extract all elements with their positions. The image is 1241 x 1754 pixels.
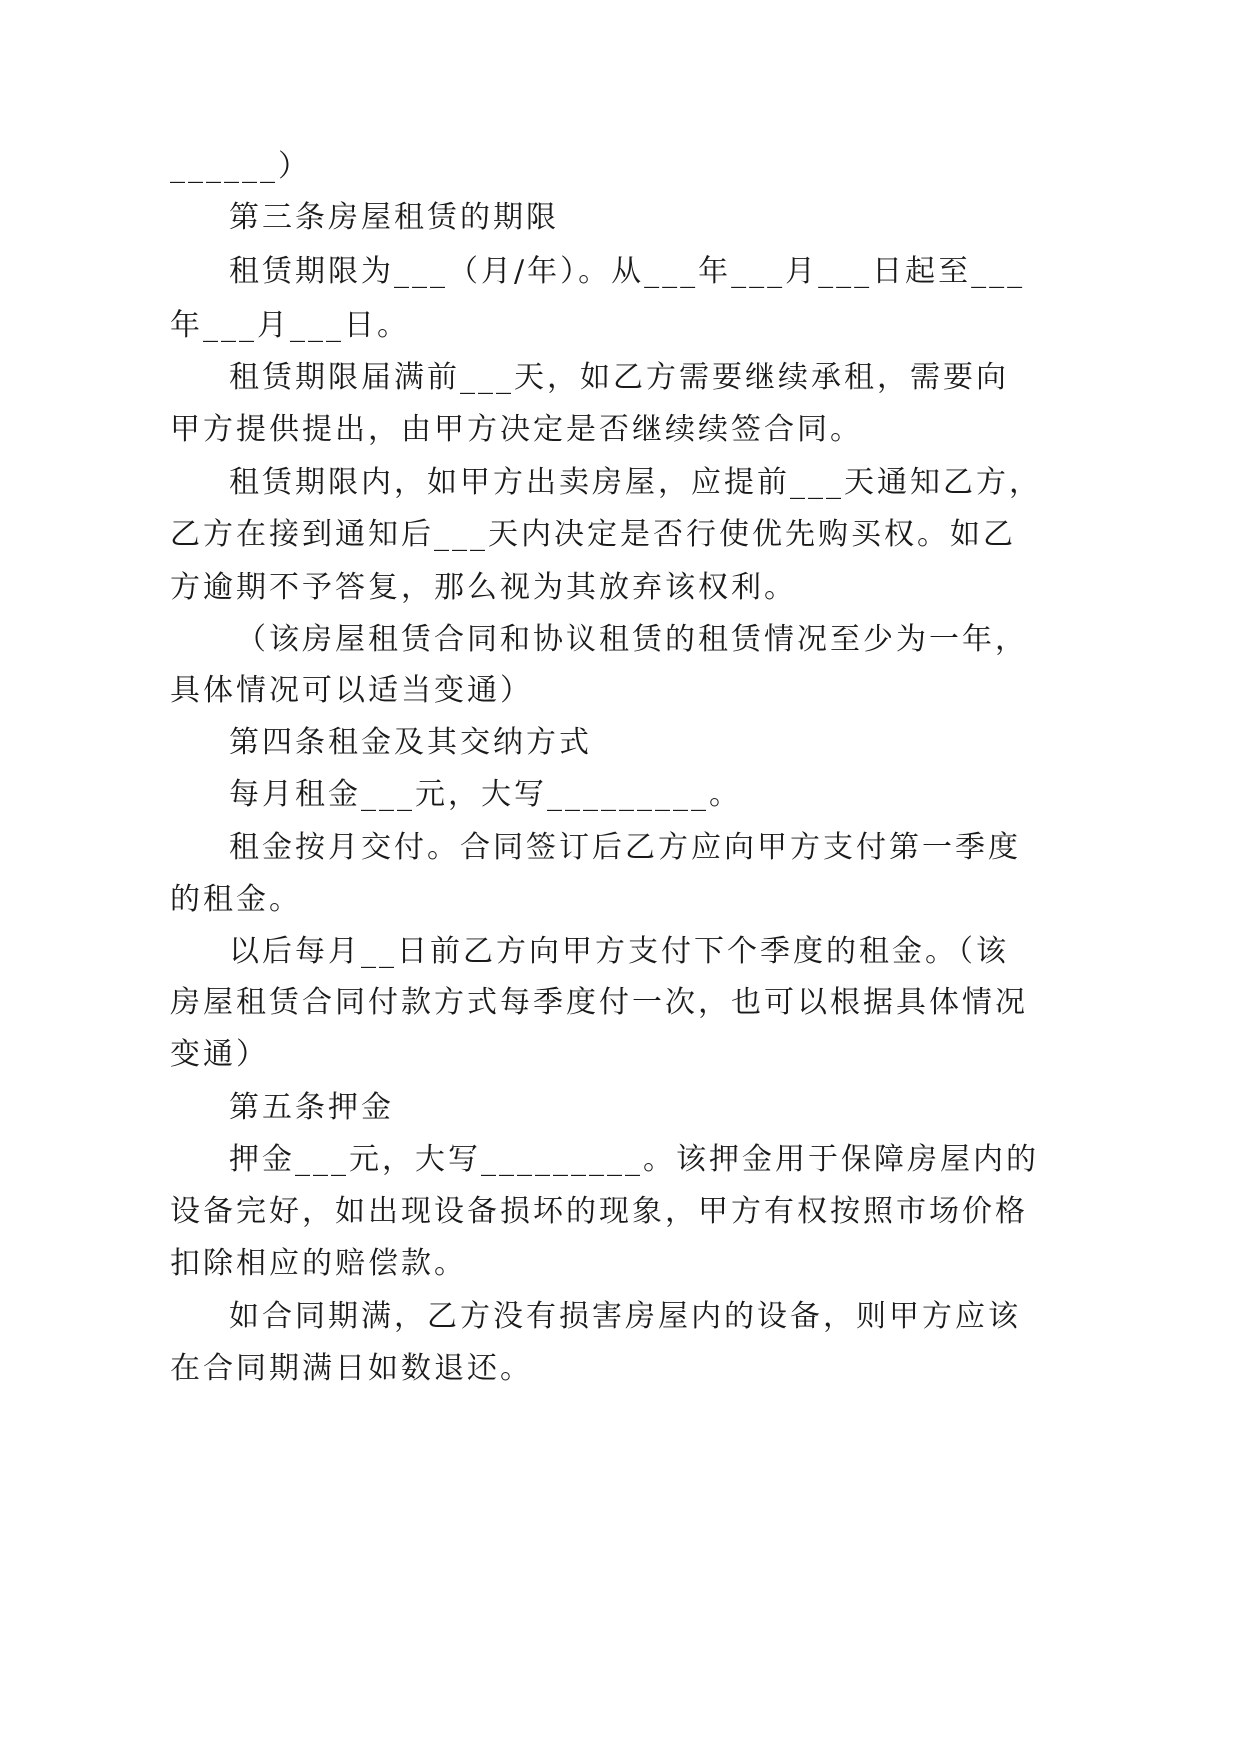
text-line: 租金按月交付。合同签订后乙方应向甲方支付第一季度: [229, 830, 1021, 865]
text-line: 租赁期限届满前___天，如乙方需要继续承租，需要向: [229, 360, 1009, 395]
text-line: 每月租金___元，大写_________。: [229, 777, 742, 812]
text-line: 押金___元，大写_________。该押金用于保障房屋内的: [229, 1142, 1039, 1177]
text-line: 租赁期限内，如甲方出卖房屋，应提前___天通知乙方，: [229, 465, 1042, 500]
text-line: （该房屋租赁合同和协议租赁的租赁情况至少为一年，: [236, 622, 1028, 657]
text-line: 房屋租赁合同付款方式每季度付一次，也可以根据具体情况: [170, 985, 1028, 1020]
text-line: 如合同期满，乙方没有损害房屋内的设备，则甲方应该: [229, 1299, 1021, 1334]
text-line: 乙方在接到通知后___天内决定是否行使优先购买权。如乙: [170, 517, 1016, 552]
text-line: 具体情况可以适当变通）: [170, 673, 533, 708]
text-line: ______）: [170, 149, 311, 184]
text-line: 扣除相应的赔偿款。: [170, 1246, 467, 1281]
text-line: 的租金。: [170, 882, 302, 917]
text-line: 在合同期满日如数退还。: [170, 1351, 533, 1386]
text-line: 以后每月__日前乙方向甲方支付下个季度的租金。（该: [229, 934, 1009, 969]
text-line: 设备完好，如出现设备损坏的现象，甲方有权按照市场价格: [170, 1194, 1028, 1229]
text-line: 租赁期限为___（月/年）。从___年___月___日起至___: [229, 254, 1026, 289]
text-line: 方逾期不予答复，那么视为其放弃该权利。: [170, 570, 797, 605]
text-line: 甲方提供提出，由甲方决定是否继续续签合同。: [170, 412, 863, 447]
section-heading: 第五条押金: [229, 1090, 394, 1125]
section-heading: 第四条租金及其交纳方式: [229, 725, 592, 760]
section-heading: 第三条房屋租赁的期限: [229, 200, 559, 235]
text-line: 变通）: [170, 1037, 269, 1072]
text-line: 年___月___日。: [170, 308, 410, 343]
